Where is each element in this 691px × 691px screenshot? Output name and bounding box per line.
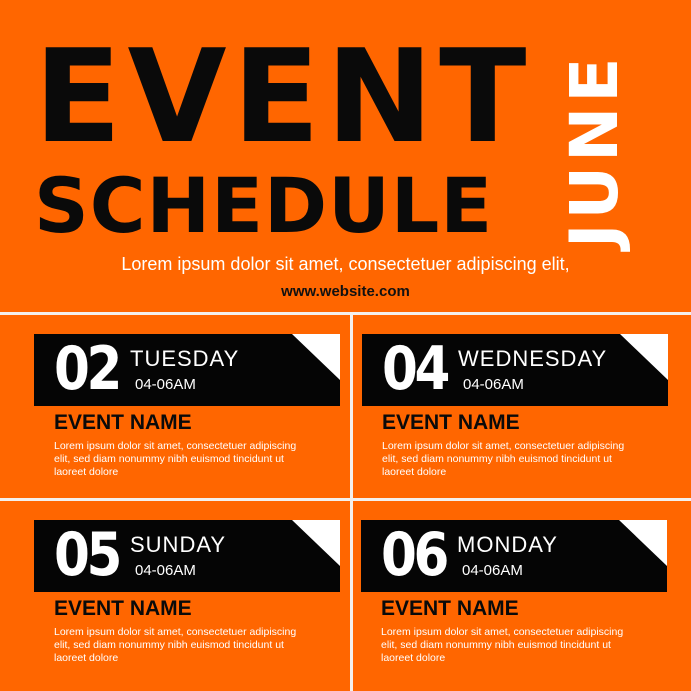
event-weekday: MONDAY [457, 532, 558, 557]
title-event: EVENT [34, 23, 533, 172]
website-link[interactable]: www.website.com [281, 283, 410, 300]
event-time: 04-06AM [135, 562, 196, 579]
event-day-number: 06 [381, 520, 446, 590]
event-description: Lorem ipsum dolor sit amet, consectetuer adipiscing elit, sed diam nonummy nibh euismod tincidunt ut laoreet dolore [54, 626, 297, 664]
event-day-number: 04 [382, 334, 447, 404]
event-day-number: 05 [54, 520, 119, 590]
event-weekday: SUNDAY [130, 532, 227, 557]
divider-vertical [350, 312, 353, 691]
event-time: 04-06AM [463, 376, 524, 393]
event-description: Lorem ipsum dolor sit amet, consectetuer adipiscing elit, sed diam nonummy nibh euismod tincidunt ut laoreet dolore [54, 440, 297, 478]
event-name: EVENT NAME [54, 597, 192, 620]
event-time: 04-06AM [135, 376, 196, 393]
event-description: Lorem ipsum dolor sit amet, consectetuer adipiscing elit, sed diam nonummy nibh euismod tincidunt ut laoreet dolore [381, 626, 624, 664]
event-card [34, 520, 340, 680]
event-name: EVENT NAME [382, 411, 520, 434]
corner-fold-icon [292, 334, 340, 380]
subtitle: Lorem ipsum dolor sit amet, consectetuer adipiscing elit, [121, 254, 570, 274]
divider-middle [0, 498, 691, 501]
event-card [34, 334, 340, 494]
event-date-bar [34, 334, 340, 406]
corner-fold-icon [619, 520, 667, 566]
event-name: EVENT NAME [381, 597, 519, 620]
divider-top [0, 312, 691, 315]
event-date-bar [361, 520, 667, 592]
corner-fold-icon [620, 334, 668, 380]
event-time: 04-06AM [462, 562, 523, 579]
title-schedule: SCHEDULE [34, 161, 494, 250]
event-date-bar [362, 334, 668, 406]
event-name: EVENT NAME [54, 411, 192, 434]
event-day-number: 02 [54, 334, 119, 404]
month-label: JUNE [556, 53, 633, 248]
event-description: Lorem ipsum dolor sit amet, consectetuer adipiscing elit, sed diam nonummy nibh euismod tincidunt ut laoreet dolore [382, 440, 625, 478]
event-weekday: TUESDAY [130, 346, 240, 371]
event-date-bar [34, 520, 340, 592]
event-card [361, 520, 667, 680]
event-weekday: WEDNESDAY [458, 346, 608, 371]
event-card [362, 334, 668, 494]
corner-fold-icon [292, 520, 340, 566]
